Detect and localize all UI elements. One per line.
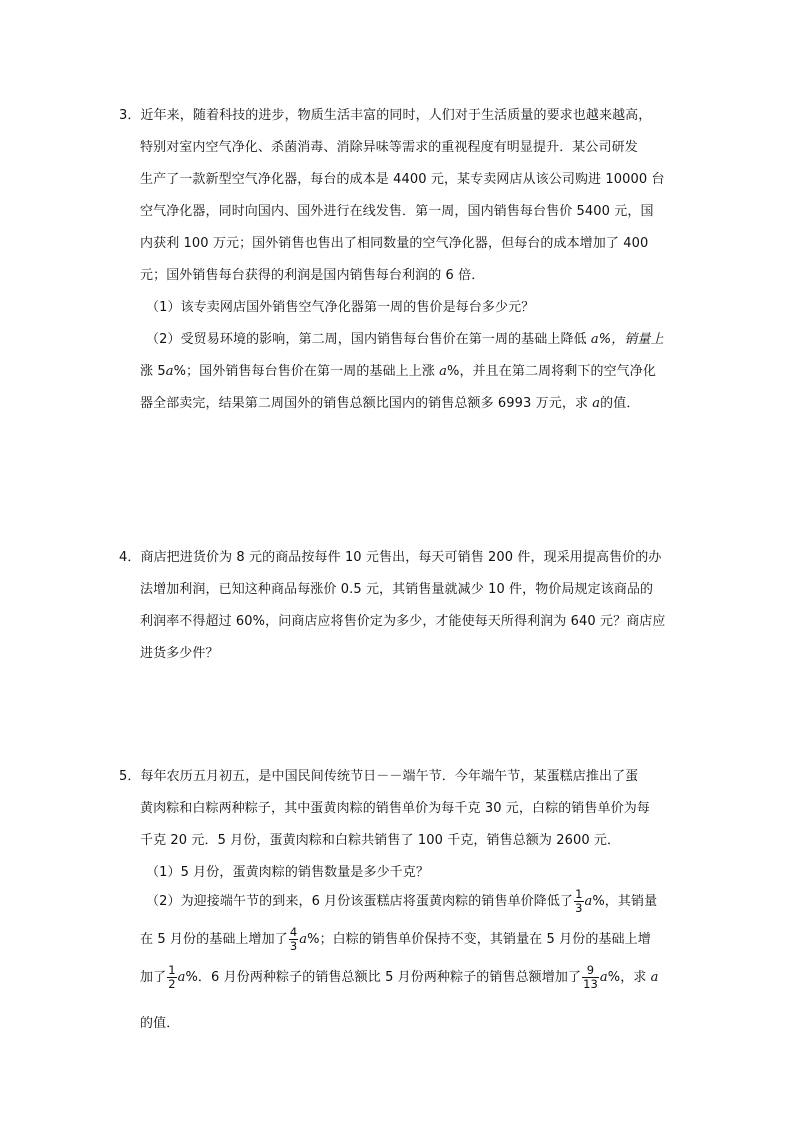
q4-line-1: 4．商店把进货价为 8 元的商品按每件 10 元售出，每天可销售 200 件，现采用提高售价的办 xyxy=(119,550,662,565)
q5-line-2: 黄肉粽和白粽两种粽子，其中蛋黄肉粽的销售单价为每千克 30 元，白粽的销售单价为每 xyxy=(140,801,650,816)
q5-part1: （1）5 月份，蛋黄肉粽的销售数量是多少千克？ xyxy=(146,865,429,880)
q3-part2-line-1: （2）受贸易环境的影响，第二周，国内销售每台售价在第一周的基础上降低 a%，销量上 xyxy=(146,332,664,347)
q3-line-1: 3．近年来，随着科技的进步，物质生活丰富的同时，人们对于生活质量的要求也越来越高， xyxy=(119,108,652,123)
fraction-four-thirds: $\frac{4}{3}$ xyxy=(289,925,298,953)
q3-part2-line-2: 涨 5a%；国外销售每台售价在第一周的基础上上涨 a%，并且在第二周将剩下的空气净化 xyxy=(140,364,656,379)
fraction-one-half: $\frac{1}{2}$ xyxy=(168,963,176,991)
q5-part2-line-1: （2）为迎接端午节的到来，6 月份该蛋糕店将蛋黄肉粽的销售单价降低了 $\frac{1}{3}$ a%，其销量 xyxy=(146,887,658,915)
q3-line-2: 特别对室内空气净化、杀菌消毒、消除异味等需求的重视程度有明显提升．某公司研发 xyxy=(140,140,638,155)
q4-line-2: 法增加利润，已知这种商品每涨价 0.5 元，其销售量就减少 10 件，物价局规定该商品的 xyxy=(140,582,654,597)
q5-part2-line-2: 在 5 月份的基础上增加了 $\frac{4}{3}$ a%；白粽的销售单价保持不变，其销量在 5 月份的基础上增 xyxy=(140,925,651,953)
q5-part2-line-3: 加了 $\frac{1}{2}$ a%．6 月份两种粽子的销售总额比 5 月份两种粽子的销售总额增加了 $\frac{9}{13}$ a%，求 a xyxy=(140,963,659,991)
q5-line-3: 千克 20 元．5 月份，蛋黄肉粽和白粽共销售了 100 千克，销售总额为 2600 元． xyxy=(140,833,621,848)
q3-line-6: 元；国外销售每台获得的利润是国内销售每台利润的 6 倍． xyxy=(140,268,485,283)
q5-line-1: 5．每年农历五月初五，是中国民间传统节日－－端午节．今年端午节，某蛋糕店推出了蛋 xyxy=(119,769,639,784)
q4-line-4: 进货多少件？ xyxy=(140,646,219,661)
fraction-one-third: $\frac{1}{3}$ xyxy=(575,887,583,915)
q5-part2-line-4: 的值． xyxy=(140,1016,180,1031)
q4-line-3: 利润率不得超过 60%，问商店应将售价定为多少，才能使每天所得利润为 640 元？商店应 xyxy=(140,614,666,629)
q3-part2-line-3: 器全部卖完，结果第二周国外的销售总额比国内的销售总额多 6993 万元，求 a的值． xyxy=(140,396,640,411)
q3-part1: （1）该专卖网店国外销售空气净化器第一周的售价是每台多少元？ xyxy=(146,300,535,315)
q3-line-3: 生产了一款新型空气净化器，每台的成本是 4400 元，某专卖网店从该公司购进 10000 台 xyxy=(140,172,665,187)
q3-line-4: 空气净化器，同时向国内、国外进行在线发售．第一周，国内销售每台售价 5400 元，国 xyxy=(140,204,654,219)
q3-line-5: 内获利 100 万元；国外销售也售出了相同数量的空气净化器，但每台的成本增加了 400 xyxy=(140,236,649,251)
fraction-nine-thirteenths: $\frac{9}{13}$ xyxy=(583,963,598,991)
